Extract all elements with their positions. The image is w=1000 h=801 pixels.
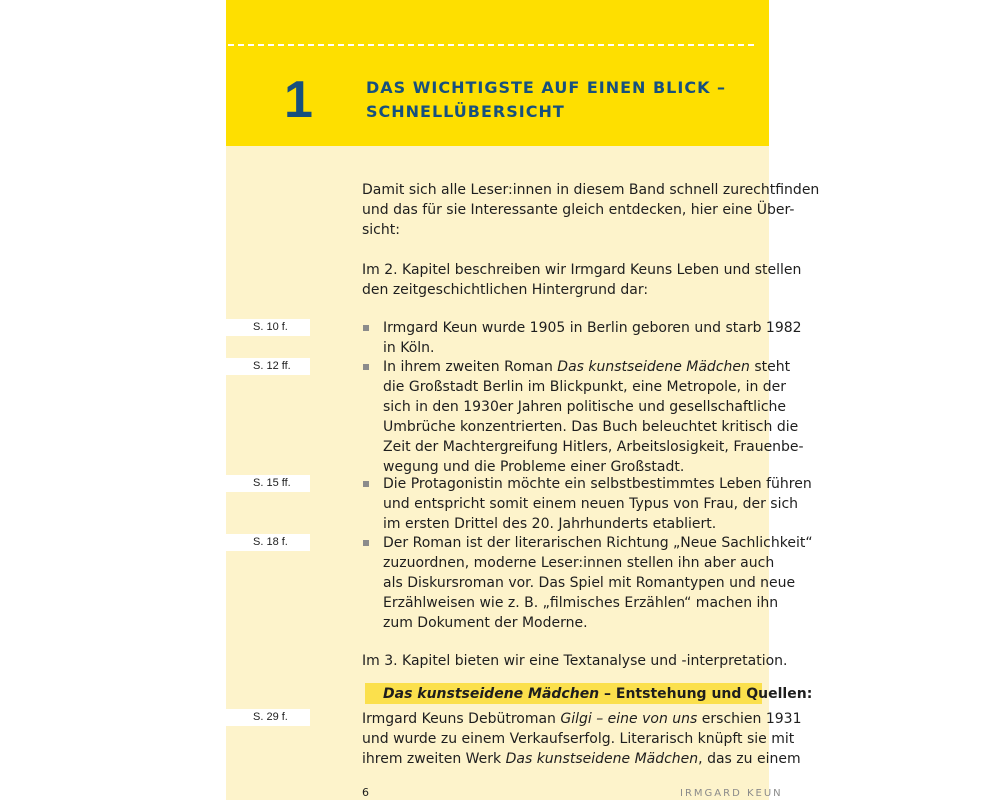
bullet-marker — [363, 325, 369, 331]
chapter-number: 1 — [284, 71, 313, 129]
intro-line: und das für sie Interessante gleich entdecken, hier eine Über- — [362, 202, 795, 218]
chapter-title-line: DAS WICHTIGSTE AUF EINEN BLICK – — [366, 78, 727, 97]
bullet-marker — [363, 540, 369, 546]
chapter2-intro-line: Im 2. Kapitel beschreiben wir Irmgard Keuns Leben und stellen — [362, 262, 802, 278]
bullet-line: im ersten Drittel des 20. Jahrhunderts etabliert. — [383, 516, 717, 532]
chapter-title — [366, 76, 756, 124]
page-number: 6 — [362, 786, 369, 799]
closing-line: Irmgard Keuns Debütroman Gilgi – eine von uns erschien 1931 — [362, 711, 802, 727]
bullet-line: Zeit der Machtergreifung Hitlers, Arbeitslosigkeit, Frauenbe- — [383, 439, 804, 455]
bullet-marker — [363, 481, 369, 487]
book-title: Gilgi – eine von uns — [560, 711, 698, 727]
bullet-line: wegung und die Probleme einer Großstadt. — [383, 459, 685, 475]
bullet-line: Die Protagonistin möchte ein selbstbestimmtes Leben führen — [383, 476, 812, 492]
bullet-marker — [363, 364, 369, 370]
bullet-line: Der Roman ist der literarischen Richtung „Neue Sachlichkeit“ — [383, 535, 813, 551]
header-dashed-divider — [228, 44, 754, 46]
book-title: Das kunstseidene Mädchen — [505, 751, 699, 767]
book-title: Das kunstseidene Mädchen — [557, 359, 750, 375]
bullet-line: in Köln. — [383, 340, 435, 356]
margin-page-ref: S. 12 ff. — [226, 358, 310, 375]
bullet-line: Umbrüche konzentrierten. Das Buch beleuchtet kritisch die — [383, 419, 799, 435]
bullet-line: Erzählweisen wie z. B. „filmisches Erzählen“ machen ihn — [383, 595, 779, 611]
intro-line: sicht: — [362, 222, 400, 238]
bullet-line: zuzuordnen, moderne Leser:innen stellen ihn aber auch — [383, 555, 775, 571]
chapter-header — [226, 0, 769, 146]
subheading-italic-title: Das kunstseidene Mädchen — [383, 686, 600, 702]
intro-line: Damit sich alle Leser:innen in diesem Band schnell zurechtfinden — [362, 182, 820, 198]
subheading-rest: – Entstehung und Quellen: — [599, 686, 813, 702]
bullet-line: In ihrem zweiten Roman Das kunstseidene Mädchen steht — [383, 359, 791, 375]
bullet-line: als Diskursroman vor. Das Spiel mit Romantypen und neue — [383, 575, 796, 591]
bullet-line: die Großstadt Berlin im Blickpunkt, eine Metropole, in der — [383, 379, 787, 395]
subheading-text — [383, 684, 812, 704]
chapter3-intro: Im 3. Kapitel bieten wir eine Textanalyse und -interpretation. — [362, 653, 788, 669]
bullet-line: und entspricht somit einem neuen Typus von Frau, der sich — [383, 496, 799, 512]
bullet-line: Irmgard Keun wurde 1905 in Berlin geboren und starb 1982 — [383, 320, 802, 336]
closing-line: und wurde zu einem Verkaufserfolg. Literarisch knüpft sie mit — [362, 731, 795, 747]
bullet-line: sich in den 1930er Jahren politische und gesellschaftliche — [383, 399, 787, 415]
closing-line: ihrem zweiten Werk Das kunstseidene Mädchen, das zu einem — [362, 751, 801, 767]
running-footer-author: IRMGARD KEUN — [680, 788, 783, 799]
chapter-title-line: SCHNELLÜBERSICHT — [366, 102, 565, 121]
margin-page-ref: S. 10 f. — [226, 319, 310, 336]
margin-page-ref: S. 15 ff. — [226, 475, 310, 492]
margin-page-ref: S. 29 f. — [226, 709, 310, 726]
chapter2-intro-line: den zeitgeschichtlichen Hintergrund dar: — [362, 282, 649, 298]
margin-page-ref: S. 18 f. — [226, 534, 310, 551]
bullet-line: zum Dokument der Moderne. — [383, 615, 588, 631]
